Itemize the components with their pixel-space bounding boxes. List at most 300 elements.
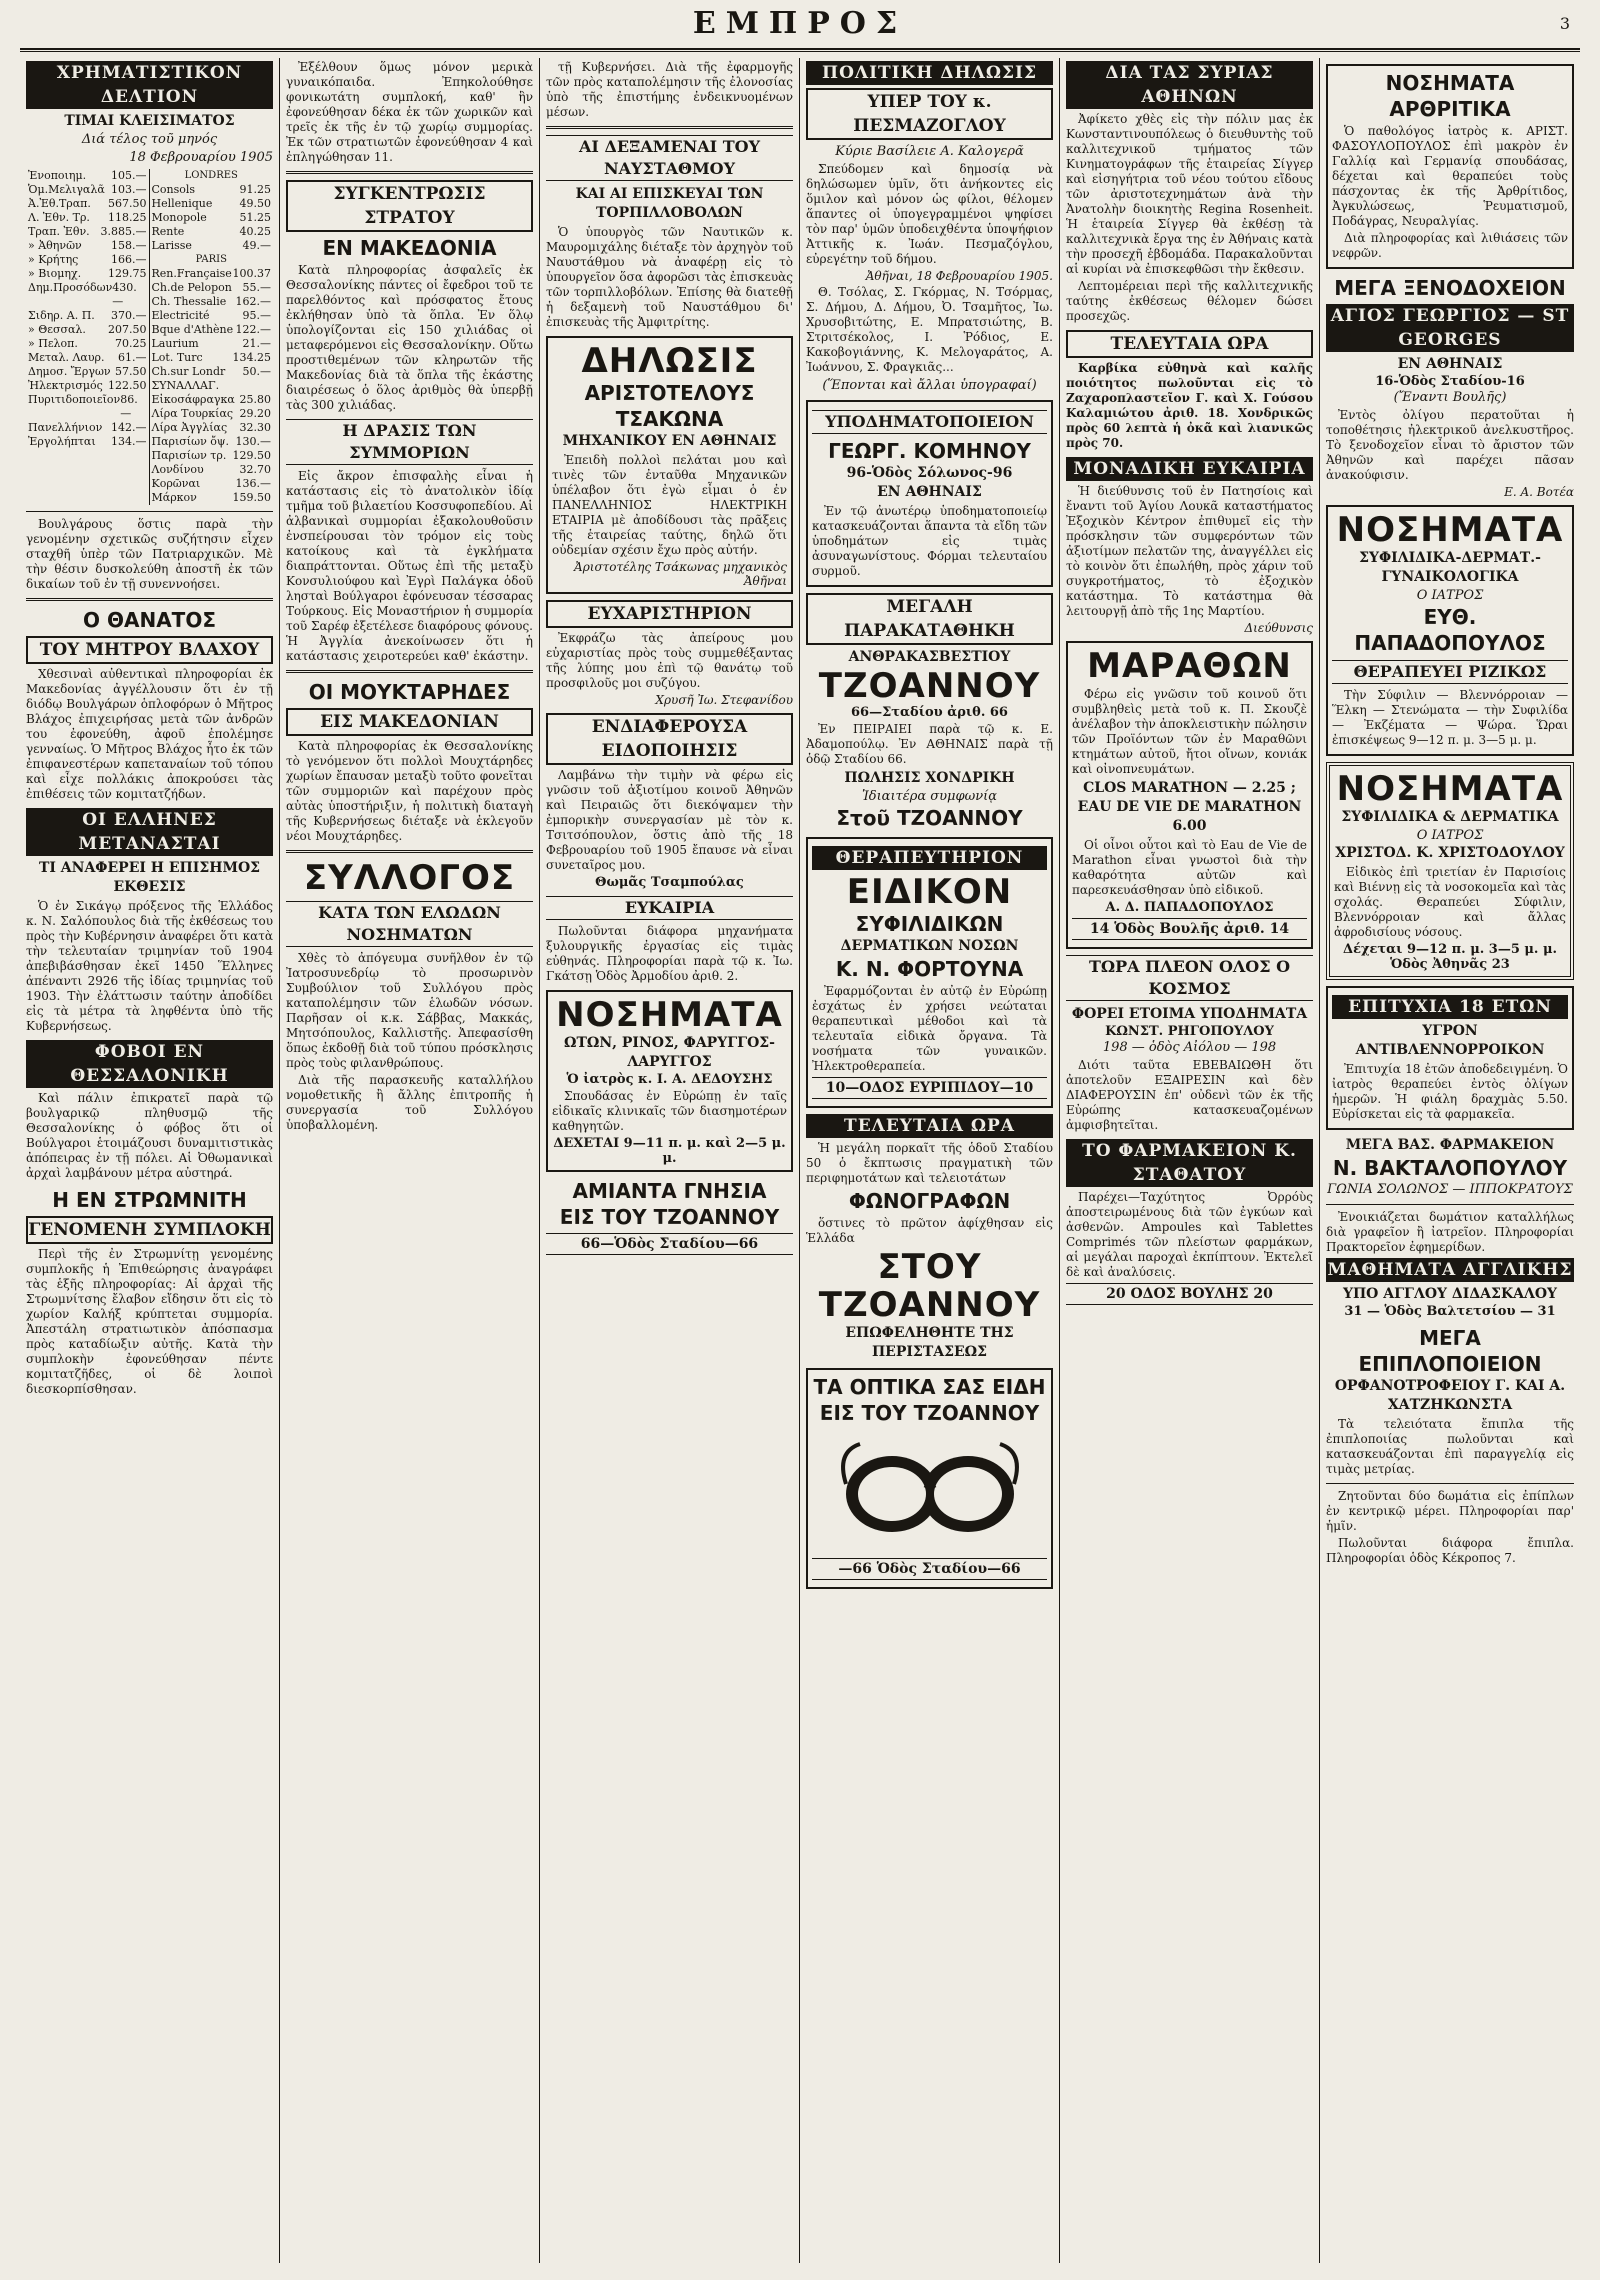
furniture-ad [1326, 1325, 1574, 1477]
pharmacy-address: 20 ΟΔΟΣ ΒΟΥΛΗΣ 20 [1066, 1283, 1313, 1305]
thanks-title: ΕΥΧΑΡΙΣΤΗΡΙΟΝ [546, 600, 793, 628]
death-text: Χθεσιναὶ αὐθεντικαὶ πληροφορίαι ἐκ Μακεδονίας ἀγγέλλουσιν ὅτι ἐν τῇ διόδῳ Βουλγάρων ὁπλοφόρων ὁ Μῆτρος Βλάχος ἐπιχειρήσας μετὰ τῶν ἀνδρῶν του ἐφονεύθη, ἀφοῦ ἐπολέμησε γενναίως. Ὁ Μῆτρος Βλάχος ἦτο ἐκ τῶν ἐπιφανεστέρων καπεταναίων τοῦ τόπου καὶ εἶχε πολλάκις ἀποκρούσει τὰς ἐπιθέσεις τῶν κομιτατζήδων. [26, 667, 273, 801]
price-value: 29.20 [239, 407, 271, 420]
price-label: Πυριτιδοποιεῖον [28, 393, 121, 406]
price-value: 129.75 [108, 267, 147, 280]
price-value: 105.— [111, 169, 147, 182]
page-columns [20, 58, 1580, 2263]
syphilis-ad [1326, 505, 1574, 756]
shoes-text: Διότι ταῦτα ΕΒΕΒΑΙΩΘΗ ὅτι ἀποτελοῦν ΕΞΑΙΡΕΣΙΝ καὶ δὲν ΔΙΑΦΕΡΟΥΣΙΝ ἐπ' οὐδενὶ τῶν ἐκ τῆς Εὐρώπης κατασκευαζομένων ἀμφισβητεῖται. [1066, 1058, 1313, 1132]
sale-text: Πωλοῦνται διάφορα ἔπιπλα. Πληροφορίαι ὁδὸς Κέκροπος 7. [1326, 1536, 1574, 1565]
remedy-ad [1326, 986, 1574, 1130]
dermatology-address: Ὁδὸς Ἀθηνᾶς 23 [1390, 957, 1510, 972]
price-label: » Ἀθηνῶν [28, 239, 82, 252]
price-row [152, 421, 272, 435]
price-row [152, 365, 272, 379]
price-value: 95.— [242, 309, 271, 322]
concentration-text: Κατὰ πληροφορίας ἀσφαλεῖς ἐκ Θεσσαλονίκης πάντες οἱ ἔφεδροι τοῦ τε παρελθόντος καὶ πρόσφατος ἔτους ἐκλήθησαν ὑπὸ τὰ ὅπλα. Ἐν ὅλῳ ὑπολογίζονται εἰς 150 χιλιάδας οἱ μεταφερόμενοι εἰς Θεσσαλονίκην. Οὕτω προστιθεμένων τῶν κληρωτῶν τῆς Μακεδονίας διὰ τὰ ὅπλα τῆς ἑκάστης διαιρέσεως ὁ ὅλος ἀριθμὸς θὰ ὑπερβῇ τὰς 300 χιλιάδας. [286, 263, 533, 412]
arthritis-title: ΝΟΣΗΜΑΤΑ ΑΡΘΡΙΤΙΚΑ [1385, 71, 1515, 121]
concentration-title: ΣΥΓΚΕΝΤΡΩΣΙΣ ΣΤΡΑΤΟΥ [286, 180, 533, 232]
price-label: Lot. Turc [151, 351, 203, 364]
coal-owner: ΤΖΟΑΝΝΟΥ [818, 666, 1041, 706]
price-label: Λονδίνου [151, 463, 204, 476]
declaration-title: ΔΗΛΩΣΙΣ [581, 341, 758, 381]
shoemaker-text: Ἐν τῷ ἀνωτέρῳ ὑποδηματοποιείῳ κατασκευάζονται ἅπαντα τὰ εἴδη τῶν ὑποδημάτων εἰς τιμὰς ἀσυναγωνίστους. Φόρμαι τελευταίου συρμοῦ. [812, 504, 1047, 578]
strumitsa-title: Η ΕΝ ΣΤΡΩΜΝΙΤΗ [52, 1188, 247, 1212]
syria-text-2: Λεπτομέρειαι περὶ τῆς καλλιτεχνικῆς ταύτης ἐκθέσεως θέλομεν δώσει προσεχῶς. [1066, 279, 1313, 323]
amianto-address: 66—Ὁδὸς Σταδίου—66 [546, 1233, 793, 1255]
optics-subtitle: ΕΙΣ ΤΟΥ ΤΖΟΑΝΝΟΥ [819, 1401, 1040, 1425]
price-label: Μάρκον [151, 491, 197, 504]
notice-title: ΕΝΔΙΑΦΕΡΟΥΣΑ ΕΙΔΟΠΟΙΗΣΙΣ [546, 713, 793, 765]
ent-title: ΝΟΣΗΜΑΤΑ [556, 995, 783, 1035]
price-value: 25.80 [239, 393, 271, 406]
price-row [152, 239, 272, 253]
association-text: Χθὲς τὸ ἀπόγευμα συνῆλθον ἐν τῷ Ἰατροσυνεδρίῳ τὸ προσωρινὸν Συμβούλιον τοῦ Συλλόγου πρὸς καταπολέμησιν τῶν ἑλωδῶν νόσων. Παρῆσαν οἱ κ.κ. Σάββας, Μακκάς, Μητσόπουλος, Καλλιστῆς. Ἀπεφασίσθη ὅπως ἐκδοθῇ διὰ τοῦ τύπου πρόσκλησις πρὸς τοὺς φιλανθρώπους. [286, 951, 533, 1070]
price-row [152, 477, 272, 491]
price-label: Παρισίων ὄψ. [151, 435, 230, 448]
price-value: 567.50 [108, 197, 147, 210]
ent-subtitle: ΩΤΩΝ, ΡΙΝΟΣ, ΦΑΡΥΓΓΟΣ-ΛΑΡΥΓΓΟΣ [564, 1035, 775, 1070]
price-label: Consols [151, 183, 196, 196]
price-value: 55.— [242, 281, 271, 294]
price-label: Λίρα Τουρκίας [151, 407, 234, 420]
price-label: Πανελλήνιον [28, 421, 103, 434]
bands-article [286, 419, 533, 664]
notice-signature: Θωμᾶς Τσαμπούλας [595, 875, 744, 890]
dermatology-title: ΝΟΣΗΜΑΤΑ [1336, 769, 1564, 809]
declaration-subtitle-2: ΜΗΧΑΝΙΚΟΥ ΕΝ ΑΘΗΝΑΙΣ [562, 433, 777, 449]
paris-heading: PARIS [195, 254, 227, 265]
price-row [28, 183, 147, 197]
price-row [152, 463, 272, 477]
marathon-products: CLOS MARATHON — 2.25 ; EAU DE VIE DE MARATHON 6.00 [1077, 780, 1302, 834]
exchange-title: ΧΡΗΜΑΤΙΣΤΙΚΟΝ ΔΕΛΤΙΟΝ [26, 61, 273, 109]
price-row [152, 197, 272, 211]
price-label: » Βιομηχ. [28, 267, 82, 280]
dermatology-text: Εἰδικὸς ἐπὶ τριετίαν ἐν Παρισίοις καὶ Βιέννῃ εἰς τὰ νοσοκομεῖα καὶ τὰς σχολάς. Θεραπεύει Σύφιλιν, Βλεννόρροιαν καὶ ἄλλας ἀφροδισίους νόσους. [1334, 865, 1566, 939]
price-label: Σιδηρ. Α. Π. [28, 309, 95, 322]
price-row [152, 379, 272, 393]
clinic-subtitle: ΕΙΔΙΚΟΝ [846, 872, 1013, 912]
amianto-title: ΑΜΙΑΝΤΑ ΓΝΗΣΙΑ [572, 1179, 767, 1203]
column-6 [1320, 58, 1580, 2263]
marathon-ad [1066, 641, 1313, 949]
price-label: Δημοσ. Ἔργων [28, 365, 111, 378]
remedy-title: ΕΠΙΤΥΧΙΑ 18 ΕΤΩΝ [1332, 995, 1568, 1019]
fears-title: ΦΟΒΟΙ ΕΝ ΘΕΣΣΑΛΟΝΙΚΗ [26, 1040, 273, 1088]
price-label: Δημ.Προσόδων [28, 281, 113, 294]
coal-subtitle: ΑΝΘΡΑΚΑΣΒΕΣΤΙΟΥ [848, 649, 1011, 665]
confectionery-ad [1066, 330, 1313, 451]
price-label: ΣΥΝΑΛΛΑΓ. [151, 379, 220, 392]
clinic-subtitle-3: ΔΕΡΜΑΤΙΚΩΝ ΝΟΣΩΝ [840, 938, 1019, 954]
amianto-ad [546, 1178, 793, 1255]
price-row [28, 239, 147, 253]
death-title: Ο ΘΑΝΑΤΟΣ [83, 608, 216, 632]
concentration-subtitle: ΕΝ ΜΑΚΕΔΟΝΙΑ [322, 236, 497, 260]
marathon-text: Φέρω εἰς γνῶσιν τοῦ κοινοῦ ὅτι συμβληθεὶς μετὰ τοῦ κ. Π. Σκουζὲ ἀνέλαβον τὴν ἀποκλειστικὴν πώλησιν τῶν Προϊόντων τῶν ἐν Μαραθῶνι κτημάτων αὐτοῦ, ἤτοι οἴνων, κονιάκ καὶ οἰνοπνευμάτων. [1072, 687, 1307, 776]
price-value: 32.70 [239, 463, 271, 476]
price-value: 61.— [118, 351, 147, 364]
marathon-title: ΜΑΡΑΘΩΝ [1087, 646, 1292, 686]
clinic-title: ΘΕΡΑΠΕΥΤΗΡΙΟΝ [812, 846, 1047, 870]
shoemaker-address: 96-Ὁδὸς Σόλωνος-96 [846, 465, 1013, 481]
shoemaker-ad [806, 400, 1053, 587]
phonograph-title: ΤΕΛΕΥΤΑΙΑ ΩΡΑ [806, 1114, 1053, 1138]
price-label: Electricité [151, 309, 210, 322]
exchange-bulletin [26, 61, 273, 505]
strumitsa-text: Περὶ τῆς ἐν Στρωμνίτῃ γενομένης συμπλοκῆς ἡ Ἐπιθεώρησις ἀναγράφει τὰς ἑξῆς πληροφορίας: Αἱ ἀρχαὶ τῆς Στρωμνίτσης ἔλαβον εἴδησιν ὅτι εἰς τὸ χωρίον Καλήξ κρύπτεται συμμορία. Ἀπεστάλη στρατιωτικὸν ἀπόσπασμα πρὸς καταδίωξιν αὐτῆς. Κατὰ τὴν συμπλοκὴν ἐφονεύθησαν πέντε κομιτατζῆδες, οἱ δὲ λοιποὶ διεσκορπίσθησαν. [26, 1247, 273, 1396]
price-label: Κορῶναι [151, 477, 201, 490]
declaration-subtitle: ΑΡΙΣΤΟΤΕΛΟΥΣ ΤΣΑΚΩΝΑ [584, 381, 755, 431]
price-row [28, 197, 147, 211]
exchange-date: 18 Φεβρουαρίου 1905 [129, 150, 273, 165]
price-row [28, 267, 147, 281]
sale-text: Πωλοῦνται διάφορα μηχανήματα ξυλουργικῆς ἐργασίας εἰς τιμὰς εὐθηνάς. Πληροφορίαι παρὰ τῷ κ. Ἰω. Γκάτσῃ Ὁδὸς Ἀρμοδίου ἀριθ. 2. [546, 924, 793, 983]
column-5 [1060, 58, 1320, 2263]
price-label: Ἐνοποιημ. [28, 169, 87, 182]
price-value: 134.25 [232, 351, 271, 364]
ent-text: Σπουδάσας ἐν Εὐρώπῃ ἐν ταῖς εἰδικαῖς κλινικαῖς τῶν διασημοτέρων καθηγητῶν. [552, 1089, 787, 1133]
bands-text: Εἰς ἄκρον ἐπισφαλὴς εἶναι ἡ κατάστασις εἰς τὸ ἀνατολικὸν ἰδίᾳ τμῆμα τοῦ βιλαετίου Κοσσυφοπεδίου. Αἱ ἀλβανικαὶ συμμορίαι ἐξακολουθοῦσιν ἐνσπείρουσαι τὸν τρόμον εἰς τοὺς κατοίκους καὶ τὰ ἐγκλήματα διαπράττονται. Οὕτως ἐπὶ τῆς μεταξὺ Κονσυλιούφου καὶ Ἐγρὶ Παλάγκα ὁδοῦ λησταὶ Βούλγαροι ἐφόνευσαν τέσσαρας Τούρκους. Εἰς Μοναστήριον ἡ συμμορία τοῦ Σαρέφ ἐξετέλεσε διαφόρους φόνους. Ἡ Ἀγγλία ἀνεκοίνωσεν ὅτι ἡ κατάστασις χειροτερεύει καθ' ἑκάστην. [286, 469, 533, 663]
price-row [28, 211, 147, 225]
phonograph-text: Ἡ μεγάλη πορκαῖτ τῆς ὁδοῦ Σταδίου 50 ὁ ἔκπτωσις πραγματικὴ τῶν περιφημοτάτων καὶ τελειοτάτων [806, 1141, 1053, 1185]
marathon-address: 14 Ὁδὸς Βουλῆς ἀριθ. 14 [1072, 918, 1307, 940]
price-label: Ὁμ.Μελιγαλᾶ [28, 183, 105, 196]
price-value: 57.50 [115, 365, 147, 378]
price-row [28, 421, 147, 435]
english-subtitle: ΥΠΟ ΑΓΓΛΟΥ ΔΙΔΑΣΚΑΛΟΥ [1342, 1286, 1558, 1302]
price-value: 122.50 [108, 379, 147, 392]
price-row [152, 449, 272, 463]
political-more: (Ἕπονται καὶ ἄλλαι ὑπογραφαί) [822, 378, 1037, 393]
unique-signature: Διεύθυνσις [1244, 621, 1313, 635]
hotel-ad [1326, 275, 1574, 499]
dermatology-hours: Δέχεται 9—12 π. μ. 3—5 μ. μ. [1342, 942, 1558, 957]
price-value: 159.50 [232, 491, 271, 504]
hotel-address-2: (Ἔναντι Βουλῆς) [1393, 390, 1507, 405]
mouktars-title: ΟΙ ΜΟΥΚΤΑΡΗΔΕΣ [308, 680, 511, 704]
price-row [28, 281, 147, 309]
remedy-subtitle: ΥΓΡΟΝ ΑΝΤΙΒΛΕΝΝΟΡΡΟΙΚΟΝ [1355, 1023, 1545, 1058]
dermatology-ad [1326, 762, 1574, 980]
price-row [152, 267, 272, 281]
association-title: ΣΥΛΛΟΓΟΣ [303, 858, 516, 898]
price-value: 162.— [235, 295, 271, 308]
price-label: Larisse [151, 239, 192, 252]
remedy-text: Ἐπιτυχία 18 ἐτῶν ἀποδεδειγμένη. Ὁ ἰατρὸς θεραπεύει ἐντὸς ὀλίγων ἡμερῶν. Ἡ φιάλη δραχμὰς 5.50. Εὑρίσκεται εἰς τὰ φαρμακεῖα. [1332, 1062, 1568, 1121]
price-label: Μεταλ. Λαυρ. [28, 351, 105, 364]
strumitsa-subtitle: ΓΕΝΟΜΕΝΗ ΣΥΜΠΛΟΚΗ [26, 1216, 273, 1244]
pharmacy-text: Παρέχει—Ταχύτητος Ὀρρόὺς ἀποστειρωμένους διὰ τῶν ἐγκύων καὶ ἀσθενῶν. Ampoules καὶ Tablettes Comprimés τῶν πλείστων φαρμάκων, αἱ μεγάλαι παροχαὶ ἐκπίπτουν. Ἐκτελεῖ δὲ καὶ ἀναλύσεις. [1066, 1190, 1313, 1279]
exchange-subtitle: ΤΙΜΑΙ ΚΛΕΙΣΙΜΑΤΟΣ [64, 113, 235, 129]
london-heading: LONDRES [184, 170, 238, 181]
syria-text: Ἀφίκετο χθὲς εἰς τὴν πόλιν μας ἐκ Κωνσταντινουπόλεως ὁ διευθυντὴς τοῦ καλλιτεχνικοῦ τμήματος τῶν Κινηματογράφων τῆς ἑταιρείας Σίγγερ καὶ εἰσηγήτρια τοῦ νέου τούτου εἴδους τῶν ἀριστοτεχνημάτων ἀνὰ τὴν Ἀνατολὴν διοικητὴς Regina Rosenheit. Ἡ ἑταιρεία Σίγγερ θὰ ἐκθέσῃ τὰ καλλιτεχνικὰ ἔργα της ἐν Ἀθήναις κατὰ τὴν προσεχῆ ἑβδομάδα. Παρακαλοῦνται αἱ κυρίαι νὰ ἐπισκεφθῶσι τὴν ἔκθεσιν. [1066, 112, 1313, 276]
mouktars-article [286, 679, 533, 844]
price-label: Ch. Thessalie [151, 295, 227, 308]
price-label: Ren.Française [151, 267, 232, 280]
column-4 [800, 58, 1060, 2263]
furniture-text: Τὰ τελειότατα ἔπιπλα τῆς ἐπιπλοποιίας πωλοῦνται καὶ κατασκευάζονται ἐπὶ παραγγελίᾳ εἰς τιμὰς μετρίας. [1326, 1417, 1574, 1476]
marathon-text-2: Οἱ οἶνοι οὗτοι καὶ τὸ Eau de Vie de Marathon εἶναι γνωστοὶ διὰ τὴν καθαρότητα αὐτῶν καὶ παρεσκευάσθησαν ὑπὸ εἰδικοῦ. [1072, 838, 1307, 897]
amianto-subtitle: ΕΙΣ ΤΟΥ ΤΖΟΑΝΝΟΥ [559, 1205, 780, 1229]
english-lessons-ad [1326, 1258, 1574, 1319]
confectionery-title: ΤΕΛΕΥΤΑΙΑ ΩΡΑ [1066, 330, 1313, 358]
shoes-owner: ΚΩΝΣΤ. ΡΗΓΟΠΟΥΛΟΥ [1105, 1024, 1274, 1039]
ent-doctor: Ὁ ἰατρὸς κ. Ι. Α. ΔΕΔΟΥΣΗΣ [566, 1072, 773, 1087]
price-value: 40.25 [239, 225, 271, 238]
price-value: 122.— [235, 323, 271, 336]
newspaper-title: ΕΜΠΡΟΣ [692, 6, 908, 41]
phonograph-tagline: ΕΠΩΦΕΛΗΘΗΤΕ ΤΗΣ ΠΕΡΙΣΤΑΣΕΩΣ [845, 1325, 1014, 1360]
coal-sale: ΠΩΛΗΣΙΣ ΧΟΝΔΡΙΚΗ [844, 770, 1015, 786]
price-row [152, 351, 272, 365]
confectionery-text: Καρβίκα εὐθηνὰ καὶ καλῆς ποιότητος πωλοῦνται εἰς τὸ Ζαχαροπλαστεῖον Γ. καὶ Χ. Γούσου Καλαμιώτου ἀριθ. 18. Χονδρικῶς πρὸς 60 λεπτὰ ἡ ὀκᾶ καὶ λιανικῶς πρὸς 70. [1066, 361, 1313, 450]
price-value: 129.50 [232, 449, 271, 462]
dermatology-subtitle: ΣΥΦΙΛΙΔΙΚΑ & ΔΕΡΜΑΤΙΚΑ [1341, 809, 1559, 825]
clinic-address: 10—ΟΔΟΣ ΕΥΡΙΠΙΔΟΥ—10 [812, 1077, 1047, 1099]
arthritis-text: Ὁ παθολόγος ἰατρὸς κ. ΑΡΙΣΤ. ΦΑΣΟΥΛΟΠΟΥΛΟΣ ἐπὶ μακρὸν ἐν Γαλλίᾳ καὶ Γερμανίᾳ σπουδάσας, δέχεται καὶ θεραπεύει τοὺς πάσχοντας ἐκ τῆς Ἀρθρίτιδος, Ἀγκυλώσεως, Ῥευματισμοῦ, Ποδάγρας, Νευραλγίας. [1332, 124, 1568, 228]
optics-title: ΤΑ ΟΠΤΙΚΑ ΣΑΣ ΕΙΔΗ [813, 1375, 1046, 1399]
price-value: 32.30 [239, 421, 271, 434]
price-row [152, 323, 272, 337]
unique-text: Ἡ διεύθυνσις τοῦ ἐν Πατησίοις καὶ ἔναντι τοῦ Ἁγίου Λουκᾶ καταστήματος Ἐξοχικὸν Κέντρον ἐπιθυμεῖ εἰς τὴν πρόσκλησιν τῶν συμφερόντων τῶν ἀξιοτίμων πελατῶν της, ἀναγγέλλει εἰς τὸ κοινὸν ὅτι ἐπωλήθη, πρὸς χάριν τοῦ συγκροτήματος, τὸ ἐξοχικὸν κατάστημα. Τὸ κατάστημα θὰ λειτουργῇ ἀπὸ τῆς 1ης Μαρτίου. [1066, 484, 1313, 618]
spectacles-illustration [830, 1432, 1030, 1552]
dermatology-doctor: ΧΡΙΣΤΟΔ. Κ. ΧΡΙΣΤΟΔΟΥΛΟΥ [1335, 845, 1565, 861]
royal-pharmacy-name: Ν. ΒΑΚΤΑΛΟΠΟΥΛΟΥ [1332, 1156, 1568, 1180]
price-row [28, 253, 147, 267]
price-label: Λ. Ἐθν. Τρ. [28, 211, 90, 224]
price-column-athens [26, 169, 150, 505]
masthead-rule [20, 48, 1580, 52]
price-label: Ἐργολήπται [28, 435, 96, 448]
pharmacy-ad [1066, 1139, 1313, 1305]
masthead [0, 0, 1600, 48]
price-label: » Θεσσαλ. [28, 323, 86, 336]
price-value: 49.50 [239, 197, 271, 210]
clinic-ad [806, 837, 1053, 1108]
royal-pharmacy-ad [1326, 1136, 1574, 1198]
syphilis-title: ΝΟΣΗΜΑΤΑ [1336, 510, 1564, 550]
emigrants-title: ΟΙ ΕΛΛΗΝΕΣ ΜΕΤΑΝΑΣΤΑΙ [26, 808, 273, 856]
syria-title: ΔΙΑ ΤΑΣ ΣΥΡΙΑΣ ΑΘΗΝΩΝ [1066, 61, 1313, 109]
price-value: 49.— [242, 239, 271, 252]
optics-ad [806, 1368, 1053, 1589]
shoes-ad [1066, 955, 1313, 1133]
price-value: 207.50 [108, 323, 147, 336]
price-value: 142.— [111, 421, 147, 434]
hotel-text: Ἐντὸς ὀλίγου περατοῦται ἡ τοποθέτησις ἠλεκτρικοῦ ἀνελκυστῆρος. Τὸ ξενοδοχεῖον εἶναι τὸ ἄριστον τῶν Ἀθηνῶν καὶ παρέχει πᾶσαν ἀνακούφισιν. [1326, 408, 1574, 482]
furniture-subtitle: ΟΡΦΑΝΟΤΡΟΦΕΙΟΥ Γ. ΚΑΙ Α. ΧΑΤΖΗΚΩΝΣΤΑ [1334, 1378, 1566, 1413]
unique-offer [1066, 457, 1313, 635]
price-value: 70.25 [115, 337, 147, 350]
royal-pharmacy-title: ΜΕΓΑ ΒΑΣ. ΦΑΡΜΑΚΕΙΟΝ [1345, 1137, 1555, 1153]
price-row [152, 337, 272, 351]
notice-text: Λαμβάνω τὴν τιμὴν νὰ φέρω εἰς γνῶσιν τοῦ ἀξιοτίμου κοινοῦ Ἀθηνῶν καὶ Πειραιῶς ὅτι διεκόψαμεν τὴν ἐμπορικὴν συνεργασίαν μὲ τὸν κ. Τσιτσόπουλον, ὅστις ἀπὸ τῆς 18 Φεβρουαρίου τοῦ 1905 ἔπαυσε νὰ εἶναι συνεταῖρος μου. [546, 768, 793, 872]
political-subtitle: ΥΠΕΡ ΤΟΥ κ. ΠΕΣΜΑΖΟΓΛΟΥ [806, 88, 1053, 140]
death-article [26, 607, 273, 802]
price-label: Ch.de Pelopon [151, 281, 232, 294]
price-label: Εἰκοσάφραγκα [151, 393, 235, 406]
room-rental-text: Ἐνοικιάζεται δωμάτιον καταλλήλως διὰ γραφεῖον ἢ ἰατρεῖον. Πληροφορίαι Πρακτορεῖον ἐφημερίδων. [1326, 1210, 1574, 1254]
price-label: Rente [151, 225, 185, 238]
column-3 [540, 58, 800, 2263]
declaration-signature: Ἀριστοτέλης Τσάκωνας μηχανικὸς Ἀθῆναι [574, 560, 787, 588]
continued-text: τῇ Κυβερνήσει. Διὰ τῆς ἐφαρμογῆς τῶν πρὸς καταπολέμησιν τῆς ἐλονοσίας ὑπὸ τῆς ἐπιστήμης ἐνδεικνυομένων μέσων. [546, 60, 793, 119]
harbor-subtitle: ΚΑΙ ΑΙ ΕΠΙΣΚΕΥΑΙ ΤΩΝ ΤΟΡΠΙΛΛΟΒΟΛΩΝ [575, 186, 764, 221]
syria-article [1066, 61, 1313, 324]
thanks-signature: Χρυσῆ Ἰω. Στεφανίδου [655, 693, 793, 707]
syphilis-text: Τὴν Σύφιλιν — Βλεννόρροιαν — Ἕλκη — Στενώματα — τὴν Συφιλίδα — Ἐκζέματα — Ψώρα. Ὥραι ἐπισκέψεως 9—12 π. μ. 3—5 μ. μ. [1332, 688, 1568, 747]
english-address: 31 — Ὁδὸς Βαλτετσίου — 31 [1344, 1304, 1556, 1319]
emigrants-article [26, 808, 273, 1034]
price-label: Laurium [151, 337, 199, 350]
price-value: 50.— [242, 365, 271, 378]
fears-text: Καὶ πάλιν ἐπικρατεῖ παρὰ τῷ βουλγαρικῷ πληθυσμῷ τῆς Θεσσαλονίκης ὁ φόβος ὅτι οἱ Βούλγαροι ἑτοιμάζουσι δυναμιτιστικὰς ἀπόπειρας ἐν τῇ πόλει. Αἱ Ὀθωμανικαὶ ἀρχαὶ λαμβάνουν μέτρα αὐστηρά. [26, 1091, 273, 1180]
price-label: Λίρα Ἀγγλίας [151, 421, 228, 434]
pharmacy-title: ΤΟ ΦΑΡΜΑΚΕΙΟΝ Κ. ΣΤΑΘΑΤΟΥ [1066, 1139, 1313, 1187]
price-value: 370.— [111, 309, 147, 322]
price-row [28, 379, 147, 393]
price-row [152, 491, 272, 505]
english-title: ΜΑΘΗΜΑΤΑ ΑΓΓΛΙΚΗΣ [1327, 1260, 1573, 1280]
phonograph-headline: ΦΩΝΟΓΡΑΦΩΝ [848, 1189, 1011, 1213]
syphilis-cure: ΘΕΡΑΠΕΥΕΙ ΡΙΖΙΚΩΣ [1332, 660, 1568, 684]
syphilis-subtitle: ΣΥΦΙΛΙΔΙΚΑ-ΔΕΡΜΑΤ.-ΓΥΝΑΙΚΟΛΟΓΙΚΑ [1359, 550, 1541, 585]
emigrants-text: Ὁ ἐν Σικάγῳ πρόξενος τῆς Ἑλλάδος κ. Ν. Σαλόπουλος διὰ τῆς ἐκθέσεως του πρὸς τὴν Κυβέρνησιν ἀναφέρει ὅτι κατὰ τὴν τελευταίαν τριμηνίαν τοῦ 1904 ἀπεβιβάσθησαν ἐκεῖ 1450 Ἕλληνες ἀπέναντι 2926 τῆς ἰδίας τριμηνίας τοῦ 1903. Τὴν ἐλάττωσιν ταύτην ἀποδίδει εἰς τὰ μέτρα τὰ ληφθέντα ὑπὸ τῆς Κυβερνήσεως. [26, 899, 273, 1033]
coal-title: ΜΕΓΑΛΗ ΠΑΡΑΚΑΤΑΘΗΚΗ [806, 593, 1053, 645]
sale-ad [546, 896, 793, 984]
thanks-text: Ἐκφράζω τὰς ἀπείρους μου εὐχαριστίας πρὸς τοὺς συμμεθέξαντας τῆς λύπης μου ἐπὶ τῷ θανάτῳ τοῦ προσφιλοῦς μοι συζύγου. [546, 631, 793, 690]
harbor-title: ΑΙ ΔΕΞΑΜΕΝΑΙ ΤΟΥ ΝΑΥΣΤΑΘΜΟΥ [546, 135, 793, 181]
price-row [28, 309, 147, 323]
political-signatories: Θ. Τσόλας, Σ. Γκόρμας, Ν. Τσόρμας, Σ. Δήμου, Δ. Δήμου, Ὀ. Τσαμῆτος, Ἰω. Χρυσοβιτώτης, Ε. Μπρατσιώτης, Β. Στριτσέκολος, Ι. Ῥόδιος, Ε. Κακοβογιάννης, Κ. Μελογαράτος, Α. Ἰωάννου, Σ. Φραγκιᾶς... [806, 285, 1053, 374]
harbor-text: Ὁ ὑπουργὸς τῶν Ναυτικῶν κ. Μαυρομιχάλης διέταξε τὸν ἀρχηγὸν τοῦ Ναυστάθμου νὰ ἀναφέρῃ εἰς τὸ ὑπουργεῖον ὅσα ἀφορῶσι τὰς ἐπισκευὰς τῶν τορπιλλοβόλων. Ἐπίσης θὰ διατεθῇ ἡ δεξαμενὴ τοῦ Ναυστάθμου δι' ἐπισκευὰς τῆς Ἀμφιτρίτης. [546, 225, 793, 329]
price-row [28, 337, 147, 351]
price-row [152, 281, 272, 295]
shoes-title: ΤΩΡΑ ΠΛΕΟΝ ΟΛΟΣ Ο ΚΟΣΜΟΣ [1066, 955, 1313, 1001]
ent-hours: ΔΕΧΕΤΑΙ 9—11 π. μ. καὶ 2—5 μ. μ. [553, 1136, 786, 1166]
column-2 [280, 58, 540, 2263]
shoes-address: 198 — ὁδὸς Αἰόλου — 198 [1102, 1040, 1277, 1055]
price-value: 118.25 [108, 211, 147, 224]
price-row [152, 309, 272, 323]
thanks-notice [546, 600, 793, 707]
political-declaration [806, 61, 1053, 394]
price-value: 91.25 [239, 183, 271, 196]
exchange-subtitle-2: Διά τέλος τοῦ μηνός [81, 132, 218, 147]
notice-article [546, 713, 793, 890]
wanted-text: Ζητοῦνται δύο δωμάτια εἰς ἐπίπλων ἐν κεντρικῷ μέρει. Πληροφορίαι παρ' ἡμῖν. [1326, 1489, 1574, 1533]
emigrants-subtitle: ΤΙ ΑΝΑΦΕΡΕΙ Η ΕΠΙΣΗΜΟΣ ΕΚΘΕΣΙΣ [38, 860, 261, 895]
hotel-title: ΜΕΓΑ ΞΕΝΟΔΟΧΕΙΟΝ [1334, 276, 1566, 300]
price-row [152, 225, 272, 239]
coal-ad [806, 593, 1053, 831]
association-article [286, 859, 533, 1133]
price-value: 134.— [111, 435, 147, 448]
clinic-subtitle-2: ΣΥΦΙΛΙΔΙΚΩΝ [855, 912, 1004, 936]
price-row [28, 393, 147, 421]
declaration-ad [546, 336, 793, 594]
optics-address: —66 Ὁδὸς Σταδίου—66 [812, 1558, 1047, 1580]
price-table [26, 169, 273, 505]
hotel-city: ΕΝ ΑΘΗΝΑΙΣ [1397, 356, 1503, 372]
hotel-address: 16-Ὁδὸς Σταδίου-16 [1375, 374, 1525, 389]
price-value: 130.— [235, 435, 271, 448]
price-value: 103.— [111, 183, 147, 196]
price-value: 21.— [242, 337, 271, 350]
political-salutation: Κύριε Βασίλειε Α. Καλογερᾶ [835, 144, 1024, 159]
arthritis-ad [1326, 64, 1574, 269]
shoemaker-owner: ΓΕΩΡΓ. ΚΟΜΗΝΟΥ [828, 439, 1031, 463]
price-value: 136.— [235, 477, 271, 490]
price-value: 166.— [111, 253, 147, 266]
marathon-signature: Α. Δ. ΠΑΠΑΔΟΠΟΥΛΟΣ [1105, 900, 1274, 915]
phonograph-ad [806, 1114, 1053, 1362]
shoemaker-title: ΥΠΟΔΗΜΑΤΟΠΟΙΕΙΟΝ [812, 410, 1047, 434]
hotel-signature: Ε. Α. Βοτέα [1504, 485, 1574, 499]
price-value: 51.25 [239, 211, 271, 224]
price-label: Monopole [151, 211, 207, 224]
price-value: 430.— [112, 281, 137, 308]
association-subtitle: ΚΑΤΑ ΤΩΝ ΕΛΩΔΩΝ ΝΟΣΗΜΑΤΩΝ [286, 901, 533, 947]
mouktars-subtitle: ΕΙΣ ΜΑΚΕΔΟΝΙΑΝ [286, 708, 533, 736]
sale-title: ΕΥΚΑΙΡΙΑ [546, 896, 793, 920]
coal-terms: Ἰδιαιτέρα συμφωνίᾳ [861, 789, 997, 804]
association-text-2: Διὰ τῆς παρασκευῆς καταλλήλου νομοθετικῆς ἢ ἄλλης ἐπιτροπῆς ἡ συνεργασία τοῦ Συλλόγου ὑποβαλλομένη. [286, 1073, 533, 1132]
political-date: Ἀθῆναι, 18 Φεβρουαρίου 1905. [865, 269, 1053, 283]
royal-pharmacy-address: ΓΩΝΙΑ ΣΟΛΩΝΟΣ — ΙΠΠΟΚΡΑΤΟΥΣ [1327, 1182, 1573, 1197]
price-label: Ἀ.Ἐθ.Τραπ. [28, 197, 91, 210]
column-1 [20, 58, 280, 2263]
price-value: 158.— [111, 239, 147, 252]
intro-text: Βουλγάρους ὅστις παρὰ τὴν γενομένην σχετικῶς συζήτησιν εἶχεν σταχθῆ ὑπὲρ τῶν Πατριαρχικῶν. Μὲ τὴν θέσιν δυσκολεύθη ἀποστῆ ἐκ τῶν δικαίων τοῦ ἐν τῇ συνεννοήσει. [26, 517, 273, 591]
price-row [152, 407, 272, 421]
price-row [28, 225, 147, 239]
arthritis-text-2: Διὰ πληροφορίας καὶ λιθιάσεις τῶν νεφρῶν. [1332, 231, 1568, 260]
concentration-article [286, 180, 533, 413]
price-label: Παρισίων τρ. [151, 449, 227, 462]
unique-title: ΜΟΝΑΔΙΚΗ ΕΥΚΑΙΡΙΑ [1066, 457, 1313, 481]
price-label: Ch.sur Londr [151, 365, 226, 378]
bands-title: Η ΔΡΑΣΙΣ ΤΩΝ ΣΥΜΜΟΡΙΩΝ [286, 419, 533, 465]
clinic-text: Ἐφαρμόζονται ἐν αὐτῷ ἐν Εὐρώπῃ ἐσχάτως ἐν χρήσει νεώταται θεραπευτικαὶ μέθοδοι καὶ τὰ τελευταῖα εἰδικὰ ὄργανα. Τὰ νοσήματα τῶν γυναικῶν. Ἠλεκτροθεραπεία. [812, 984, 1047, 1073]
price-row [152, 295, 272, 309]
price-column-foreign [150, 169, 274, 505]
strumitsa-article [26, 1187, 273, 1397]
syphilis-doctor: ΕΥΘ. ΠΑΠΑΔΟΠΟΥΛΟΣ [1354, 605, 1546, 655]
price-row [28, 351, 147, 365]
political-text: Σπεύδομεν καὶ δημοσίᾳ νὰ δηλώσωμεν ὑμῖν, ὅτι ἀνήκοντες εἰς ὅμιλον καὶ μόνον ὡς φίλοι, θέλομεν ἅπαντες οἱ ὑπογεγραμμένοι ψηφίσει τὸν παρ' ὑμῶν ὑποδειχθέντα ὑποψήφιον Ἀττικῆς κ. Ἰωάν. Πεσμαζόγλου, εὐρεγέτην τοῦ δήμου. [806, 162, 1053, 266]
coal-at: Στοῦ ΤΖΟΑΝΝΟΥ [836, 806, 1023, 830]
coal-branches: Ἐν ΠΕΙΡΑΙΕΙ παρὰ τῷ κ. Ε. Ἀδαμοπούλῳ. Ἐν ΑΘΗΝΑΙΣ παρὰ τῇ ὁδῷ Σταδίου 66. [806, 722, 1053, 766]
price-value: 3.885.— [100, 225, 147, 238]
phonograph-text-2: ὅστινες τὸ πρῶτον ἀφίχθησαν εἰς Ἑλλάδα [806, 1216, 1053, 1245]
dermatology-doctor-label: Ο ΙΑΤΡΟΣ [1416, 828, 1484, 843]
price-label: Ἠλεκτρισμός [28, 379, 103, 392]
mouktars-text: Κατὰ πληροφορίας ἐκ Θεσσαλονίκης τὸ γενόμενον ὅτι πολλοὶ Μουχτάρηδες χωρίων ἔπαυσαν μεταξὺ τοῦτο φονεῖται τῶν συμμοριῶν καὶ παρέχουν πρὸς αὐτὰς ὑποστήριξιν, ἡ πολιτικὴ διαταγὴ τῆς Κυβερνήσεως διέταξε νὰ ἐκλεγοῦν νέοι Μουχτάρηδες. [286, 739, 533, 843]
price-row [28, 323, 147, 337]
price-label: » Πελοπ. [28, 337, 78, 350]
phonograph-seller: ΣΤΟΥ ΤΖΟΑΝΝΟΥ [818, 1247, 1041, 1325]
ent-doctor-ad [546, 990, 793, 1172]
political-title: ΠΟΛΙΤΙΚΗ ΔΗΛΩΣΙΣ [806, 61, 1053, 85]
price-row [28, 365, 147, 379]
fears-article [26, 1040, 273, 1181]
clinic-doctor: Κ. Ν. ΦΟΡΤΟΥΝΑ [835, 957, 1024, 981]
continued-text: Ἐξέλθουν ὅμως μόνον μερικὰ γυναικόπαιδα. Ἐπηκολούθησε φονικωτάτη συμπλοκή, καθ' ἣν ἐφονεύθησαν δέκα ἐκ τῶν χωρικῶν καὶ τρεῖς ἐκ τῆς ἐν τῷ χωρίῳ συμμορίας. Ἐκ τῶν στρατιωτῶν ἐφονεύθησαν 4 καὶ ἐπληγώθησαν 11. [286, 60, 533, 164]
